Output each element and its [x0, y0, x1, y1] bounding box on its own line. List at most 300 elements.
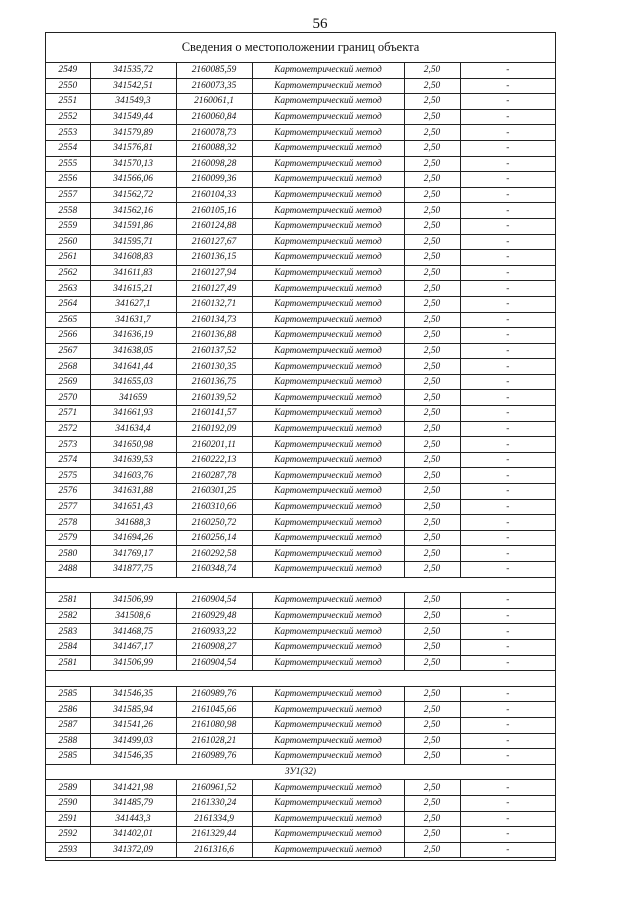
- coordinate-x-cell: 341579,89: [90, 125, 176, 141]
- method-cell: Картометрический метод: [252, 265, 404, 281]
- coordinate-x-cell: 341639,53: [90, 452, 176, 468]
- note-cell: -: [460, 156, 555, 172]
- table-row: [46, 515, 555, 531]
- coordinate-x-cell: 341506,99: [90, 655, 176, 671]
- coordinate-y-cell: 2160099,36: [176, 172, 252, 188]
- coordinate-x-cell: 341627,1: [90, 296, 176, 312]
- coordinate-x-cell: 341688,3: [90, 515, 176, 531]
- table-row: [46, 109, 555, 125]
- coordinate-x-cell: 341570,13: [90, 156, 176, 172]
- table-row: [46, 296, 555, 312]
- accuracy-cell: 2,50: [404, 218, 460, 234]
- coordinate-x-cell: 341650,98: [90, 437, 176, 453]
- table-row: [46, 281, 555, 297]
- accuracy-cell: 2,50: [404, 406, 460, 422]
- table-row: [46, 234, 555, 250]
- coordinate-y-cell: 2160256,14: [176, 530, 252, 546]
- coordinate-y-cell: 2160908,27: [176, 639, 252, 655]
- accuracy-cell: 2,50: [404, 811, 460, 827]
- coordinate-y-cell: 2160222,13: [176, 452, 252, 468]
- coordinate-y-cell: 2160073,35: [176, 78, 252, 94]
- accuracy-cell: 2,50: [404, 343, 460, 359]
- accuracy-cell: 2,50: [404, 827, 460, 843]
- coordinate-y-cell: 2160061,1: [176, 94, 252, 110]
- accuracy-cell: 2,50: [404, 702, 460, 718]
- table-row: [46, 265, 555, 281]
- note-cell: -: [460, 218, 555, 234]
- point-number-cell: 2552: [46, 109, 90, 125]
- table-row: [46, 624, 555, 640]
- coordinate-y-cell: 2160136,15: [176, 250, 252, 266]
- coordinate-x-cell: 341634,4: [90, 421, 176, 437]
- accuracy-cell: 2,50: [404, 125, 460, 141]
- coordinate-x-cell: 341372,09: [90, 842, 176, 858]
- coordinate-y-cell: 2160136,88: [176, 328, 252, 344]
- coordinate-y-cell: 2160250,72: [176, 515, 252, 531]
- note-cell: -: [460, 468, 555, 484]
- coordinate-y-cell: 2160105,16: [176, 203, 252, 219]
- point-number-cell: 2561: [46, 250, 90, 266]
- accuracy-cell: 2,50: [404, 593, 460, 609]
- table-row: [46, 749, 555, 765]
- method-cell: Картометрический метод: [252, 406, 404, 422]
- coordinate-x-cell: 341877,75: [90, 562, 176, 578]
- note-cell: -: [460, 686, 555, 702]
- method-cell: Картометрический метод: [252, 562, 404, 578]
- accuracy-cell: 2,50: [404, 374, 460, 390]
- accuracy-cell: 2,50: [404, 452, 460, 468]
- point-number-cell: 2550: [46, 78, 90, 94]
- method-cell: Картометрический метод: [252, 717, 404, 733]
- point-number-cell: 2570: [46, 390, 90, 406]
- coordinate-x-cell: 341591,86: [90, 218, 176, 234]
- point-number-cell: 2585: [46, 686, 90, 702]
- method-cell: Картометрический метод: [252, 811, 404, 827]
- coordinate-y-cell: 2161028,21: [176, 733, 252, 749]
- point-number-cell: 2592: [46, 827, 90, 843]
- point-number-cell: 2488: [46, 562, 90, 578]
- note-cell: -: [460, 780, 555, 796]
- table-row: [46, 530, 555, 546]
- point-number-cell: 2583: [46, 624, 90, 640]
- coordinate-x-cell: 341655,03: [90, 374, 176, 390]
- table-row: [46, 827, 555, 843]
- method-cell: Картометрический метод: [252, 499, 404, 515]
- accuracy-cell: 2,50: [404, 328, 460, 344]
- coordinate-x-cell: 341443,3: [90, 811, 176, 827]
- coordinate-y-cell: 2161329,44: [176, 827, 252, 843]
- method-cell: Картометрический метод: [252, 608, 404, 624]
- note-cell: -: [460, 374, 555, 390]
- table-row: [46, 702, 555, 718]
- coordinate-y-cell: 2160301,25: [176, 484, 252, 500]
- table-row: [46, 187, 555, 203]
- note-cell: -: [460, 343, 555, 359]
- point-number-cell: 2567: [46, 343, 90, 359]
- coordinate-y-cell: 2161334,9: [176, 811, 252, 827]
- accuracy-cell: 2,50: [404, 562, 460, 578]
- method-cell: Картометрический метод: [252, 452, 404, 468]
- point-number-cell: 2565: [46, 312, 90, 328]
- point-number-cell: 2574: [46, 452, 90, 468]
- separator-cell: [46, 671, 555, 687]
- point-number-cell: 2581: [46, 655, 90, 671]
- table-row: [46, 686, 555, 702]
- method-cell: Картометрический метод: [252, 842, 404, 858]
- point-number-cell: 2564: [46, 296, 90, 312]
- coordinate-x-cell: 341631,7: [90, 312, 176, 328]
- point-number-cell: 2571: [46, 406, 90, 422]
- method-cell: Картометрический метод: [252, 296, 404, 312]
- accuracy-cell: 2,50: [404, 187, 460, 203]
- note-cell: -: [460, 234, 555, 250]
- method-cell: Картометрический метод: [252, 63, 404, 78]
- note-cell: -: [460, 187, 555, 203]
- point-number-cell: 2549: [46, 63, 90, 78]
- note-cell: -: [460, 546, 555, 562]
- method-cell: Картометрический метод: [252, 655, 404, 671]
- coordinate-x-cell: 341603,76: [90, 468, 176, 484]
- page-number: 56: [312, 16, 328, 32]
- accuracy-cell: 2,50: [404, 390, 460, 406]
- table-row: [46, 593, 555, 609]
- coordinate-y-cell: 2160127,67: [176, 234, 252, 250]
- accuracy-cell: 2,50: [404, 515, 460, 531]
- point-number-cell: 2589: [46, 780, 90, 796]
- accuracy-cell: 2,50: [404, 421, 460, 437]
- table-row: [46, 639, 555, 655]
- coordinate-y-cell: 2160310,66: [176, 499, 252, 515]
- point-number-cell: 2572: [46, 421, 90, 437]
- note-cell: -: [460, 265, 555, 281]
- table-row: [46, 842, 555, 858]
- coordinate-x-cell: 341541,26: [90, 717, 176, 733]
- table-row: [46, 406, 555, 422]
- table-row: [46, 156, 555, 172]
- coordinate-y-cell: 2160961,52: [176, 780, 252, 796]
- method-cell: Картометрический метод: [252, 780, 404, 796]
- coordinate-x-cell: 341611,83: [90, 265, 176, 281]
- coordinate-x-cell: 341661,93: [90, 406, 176, 422]
- point-number-cell: 2586: [46, 702, 90, 718]
- accuracy-cell: 2,50: [404, 842, 460, 858]
- table-title: Сведения о местоположении границ объекта: [46, 33, 555, 63]
- coordinate-x-cell: 341535,72: [90, 63, 176, 78]
- method-cell: Картометрический метод: [252, 515, 404, 531]
- note-cell: -: [460, 94, 555, 110]
- note-cell: -: [460, 140, 555, 156]
- accuracy-cell: 2,50: [404, 296, 460, 312]
- table-row: [46, 172, 555, 188]
- accuracy-cell: 2,50: [404, 312, 460, 328]
- table-row: [46, 312, 555, 328]
- accuracy-cell: 2,50: [404, 172, 460, 188]
- method-cell: Картометрический метод: [252, 390, 404, 406]
- point-number-cell: 2558: [46, 203, 90, 219]
- note-cell: -: [460, 655, 555, 671]
- method-cell: Картометрический метод: [252, 125, 404, 141]
- note-cell: -: [460, 452, 555, 468]
- accuracy-cell: 2,50: [404, 94, 460, 110]
- table-row: [46, 608, 555, 624]
- table-row: [46, 125, 555, 141]
- coordinate-y-cell: 2160192,09: [176, 421, 252, 437]
- table-row: [46, 328, 555, 344]
- accuracy-cell: 2,50: [404, 624, 460, 640]
- coordinate-y-cell: 2161045,66: [176, 702, 252, 718]
- point-number-cell: 2551: [46, 94, 90, 110]
- note-cell: -: [460, 421, 555, 437]
- coordinate-x-cell: 341608,83: [90, 250, 176, 266]
- method-cell: Картометрический метод: [252, 156, 404, 172]
- method-cell: Картометрический метод: [252, 312, 404, 328]
- coordinate-y-cell: 2160078,73: [176, 125, 252, 141]
- coordinate-x-cell: 341636,19: [90, 328, 176, 344]
- section-header-row: [46, 764, 555, 780]
- note-cell: -: [460, 530, 555, 546]
- table-row: [46, 390, 555, 406]
- point-number-cell: 2555: [46, 156, 90, 172]
- method-cell: Картометрический метод: [252, 172, 404, 188]
- point-number-cell: 2576: [46, 484, 90, 500]
- note-cell: -: [460, 250, 555, 266]
- coordinate-y-cell: 2160130,35: [176, 359, 252, 375]
- note-cell: -: [460, 281, 555, 297]
- accuracy-cell: 2,50: [404, 639, 460, 655]
- coordinate-x-cell: 341485,79: [90, 795, 176, 811]
- table-row: [46, 421, 555, 437]
- note-cell: -: [460, 484, 555, 500]
- table-row: [46, 343, 555, 359]
- separator-row: [46, 671, 555, 687]
- coordinate-y-cell: 2160348,74: [176, 562, 252, 578]
- table-row: [46, 218, 555, 234]
- table-row: [46, 780, 555, 796]
- point-number-cell: 2590: [46, 795, 90, 811]
- note-cell: -: [460, 593, 555, 609]
- note-cell: -: [460, 827, 555, 843]
- accuracy-cell: 2,50: [404, 733, 460, 749]
- table-row: [46, 452, 555, 468]
- accuracy-cell: 2,50: [404, 608, 460, 624]
- method-cell: Картометрический метод: [252, 749, 404, 765]
- separator-row: [46, 577, 555, 593]
- method-cell: Картометрический метод: [252, 109, 404, 125]
- table-row: [46, 733, 555, 749]
- point-number-cell: 2575: [46, 468, 90, 484]
- table-row: [46, 94, 555, 110]
- table-row: [46, 203, 555, 219]
- table-row: [46, 63, 555, 78]
- coordinate-y-cell: 2160134,73: [176, 312, 252, 328]
- coordinate-y-cell: 2160989,76: [176, 686, 252, 702]
- note-cell: -: [460, 639, 555, 655]
- point-number-cell: 2582: [46, 608, 90, 624]
- section-label: ЗУ1(32): [46, 764, 555, 780]
- accuracy-cell: 2,50: [404, 717, 460, 733]
- table-row: [46, 717, 555, 733]
- coordinate-y-cell: 2160929,48: [176, 608, 252, 624]
- accuracy-cell: 2,50: [404, 546, 460, 562]
- point-number-cell: 2584: [46, 639, 90, 655]
- accuracy-cell: 2,50: [404, 203, 460, 219]
- coordinates-sheet: [45, 32, 556, 861]
- coordinate-y-cell: 2160139,52: [176, 390, 252, 406]
- accuracy-cell: 2,50: [404, 437, 460, 453]
- coordinate-x-cell: 341659: [90, 390, 176, 406]
- coordinate-y-cell: 2160904,54: [176, 655, 252, 671]
- point-number-cell: 2579: [46, 530, 90, 546]
- coordinate-y-cell: 2160933,22: [176, 624, 252, 640]
- coordinate-y-cell: 2160141,57: [176, 406, 252, 422]
- point-number-cell: 2569: [46, 374, 90, 390]
- table-row: [46, 795, 555, 811]
- coordinate-y-cell: 2161330,24: [176, 795, 252, 811]
- table-row: [46, 546, 555, 562]
- method-cell: Картометрический метод: [252, 140, 404, 156]
- note-cell: -: [460, 515, 555, 531]
- point-number-cell: 2568: [46, 359, 90, 375]
- coordinate-y-cell: 2160085,59: [176, 63, 252, 78]
- method-cell: Картометрический метод: [252, 94, 404, 110]
- table-row: [46, 811, 555, 827]
- coordinate-x-cell: 341769,17: [90, 546, 176, 562]
- coordinate-x-cell: 341499,03: [90, 733, 176, 749]
- coordinate-y-cell: 2160060,84: [176, 109, 252, 125]
- coordinate-x-cell: 341651,43: [90, 499, 176, 515]
- coordinate-y-cell: 2160287,78: [176, 468, 252, 484]
- coordinate-y-cell: 2160904,54: [176, 593, 252, 609]
- accuracy-cell: 2,50: [404, 530, 460, 546]
- note-cell: -: [460, 811, 555, 827]
- accuracy-cell: 2,50: [404, 686, 460, 702]
- point-number-cell: 2585: [46, 749, 90, 765]
- note-cell: -: [460, 499, 555, 515]
- method-cell: Картометрический метод: [252, 187, 404, 203]
- method-cell: Картометрический метод: [252, 546, 404, 562]
- method-cell: Картометрический метод: [252, 343, 404, 359]
- table-row: [46, 140, 555, 156]
- point-number-cell: 2559: [46, 218, 90, 234]
- coordinate-y-cell: 2160292,58: [176, 546, 252, 562]
- note-cell: -: [460, 109, 555, 125]
- accuracy-cell: 2,50: [404, 468, 460, 484]
- point-number-cell: 2566: [46, 328, 90, 344]
- point-number-cell: 2560: [46, 234, 90, 250]
- method-cell: Картометрический метод: [252, 827, 404, 843]
- note-cell: -: [460, 608, 555, 624]
- accuracy-cell: 2,50: [404, 265, 460, 281]
- note-cell: -: [460, 172, 555, 188]
- note-cell: -: [460, 359, 555, 375]
- accuracy-cell: 2,50: [404, 63, 460, 78]
- point-number-cell: 2562: [46, 265, 90, 281]
- accuracy-cell: 2,50: [404, 359, 460, 375]
- point-number-cell: 2577: [46, 499, 90, 515]
- table-row: [46, 437, 555, 453]
- point-number-cell: 2591: [46, 811, 90, 827]
- note-cell: -: [460, 125, 555, 141]
- table-row: [46, 374, 555, 390]
- coordinate-y-cell: 2160124,88: [176, 218, 252, 234]
- coordinate-x-cell: 341468,75: [90, 624, 176, 640]
- table-row: [46, 655, 555, 671]
- note-cell: -: [460, 203, 555, 219]
- table-row: [46, 359, 555, 375]
- coordinate-x-cell: 341402,01: [90, 827, 176, 843]
- table-row: [46, 78, 555, 94]
- coordinate-x-cell: 341546,35: [90, 749, 176, 765]
- accuracy-cell: 2,50: [404, 499, 460, 515]
- coordinate-x-cell: 341562,72: [90, 187, 176, 203]
- coordinate-x-cell: 341638,05: [90, 343, 176, 359]
- method-cell: Картометрический метод: [252, 530, 404, 546]
- coordinates-table: [46, 63, 555, 858]
- note-cell: -: [460, 312, 555, 328]
- note-cell: -: [460, 624, 555, 640]
- coordinate-x-cell: 341562,16: [90, 203, 176, 219]
- coordinate-y-cell: 2160127,49: [176, 281, 252, 297]
- accuracy-cell: 2,50: [404, 234, 460, 250]
- coordinate-y-cell: 2160989,76: [176, 749, 252, 765]
- method-cell: Картометрический метод: [252, 218, 404, 234]
- coordinate-y-cell: 2160088,32: [176, 140, 252, 156]
- coordinate-x-cell: 341585,94: [90, 702, 176, 718]
- note-cell: -: [460, 702, 555, 718]
- note-cell: -: [460, 390, 555, 406]
- coordinate-x-cell: 341641,44: [90, 359, 176, 375]
- accuracy-cell: 2,50: [404, 140, 460, 156]
- accuracy-cell: 2,50: [404, 78, 460, 94]
- method-cell: Картометрический метод: [252, 702, 404, 718]
- accuracy-cell: 2,50: [404, 795, 460, 811]
- method-cell: Картометрический метод: [252, 78, 404, 94]
- accuracy-cell: 2,50: [404, 109, 460, 125]
- method-cell: Картометрический метод: [252, 437, 404, 453]
- method-cell: Картометрический метод: [252, 203, 404, 219]
- coordinate-x-cell: 341421,98: [90, 780, 176, 796]
- accuracy-cell: 2,50: [404, 749, 460, 765]
- coordinate-y-cell: 2160201,11: [176, 437, 252, 453]
- coordinate-x-cell: 341506,99: [90, 593, 176, 609]
- coordinate-x-cell: 341595,71: [90, 234, 176, 250]
- point-number-cell: 2554: [46, 140, 90, 156]
- method-cell: Картометрический метод: [252, 468, 404, 484]
- method-cell: Картометрический метод: [252, 328, 404, 344]
- separator-cell: [46, 577, 555, 593]
- accuracy-cell: 2,50: [404, 250, 460, 266]
- coordinate-x-cell: 341467,17: [90, 639, 176, 655]
- method-cell: Картометрический метод: [252, 281, 404, 297]
- coordinate-y-cell: 2160132,71: [176, 296, 252, 312]
- coordinate-y-cell: 2161080,98: [176, 717, 252, 733]
- table-row: [46, 484, 555, 500]
- coordinate-y-cell: 2160136,75: [176, 374, 252, 390]
- note-cell: -: [460, 717, 555, 733]
- table-row: [46, 250, 555, 266]
- method-cell: Картометрический метод: [252, 593, 404, 609]
- method-cell: Картометрический метод: [252, 733, 404, 749]
- method-cell: Картометрический метод: [252, 624, 404, 640]
- note-cell: -: [460, 733, 555, 749]
- coordinate-y-cell: 2160104,33: [176, 187, 252, 203]
- coordinate-y-cell: 2161316,6: [176, 842, 252, 858]
- coordinate-x-cell: 341546,35: [90, 686, 176, 702]
- method-cell: Картометрический метод: [252, 484, 404, 500]
- coordinate-y-cell: 2160137,52: [176, 343, 252, 359]
- coordinate-x-cell: 341542,51: [90, 78, 176, 94]
- point-number-cell: 2563: [46, 281, 90, 297]
